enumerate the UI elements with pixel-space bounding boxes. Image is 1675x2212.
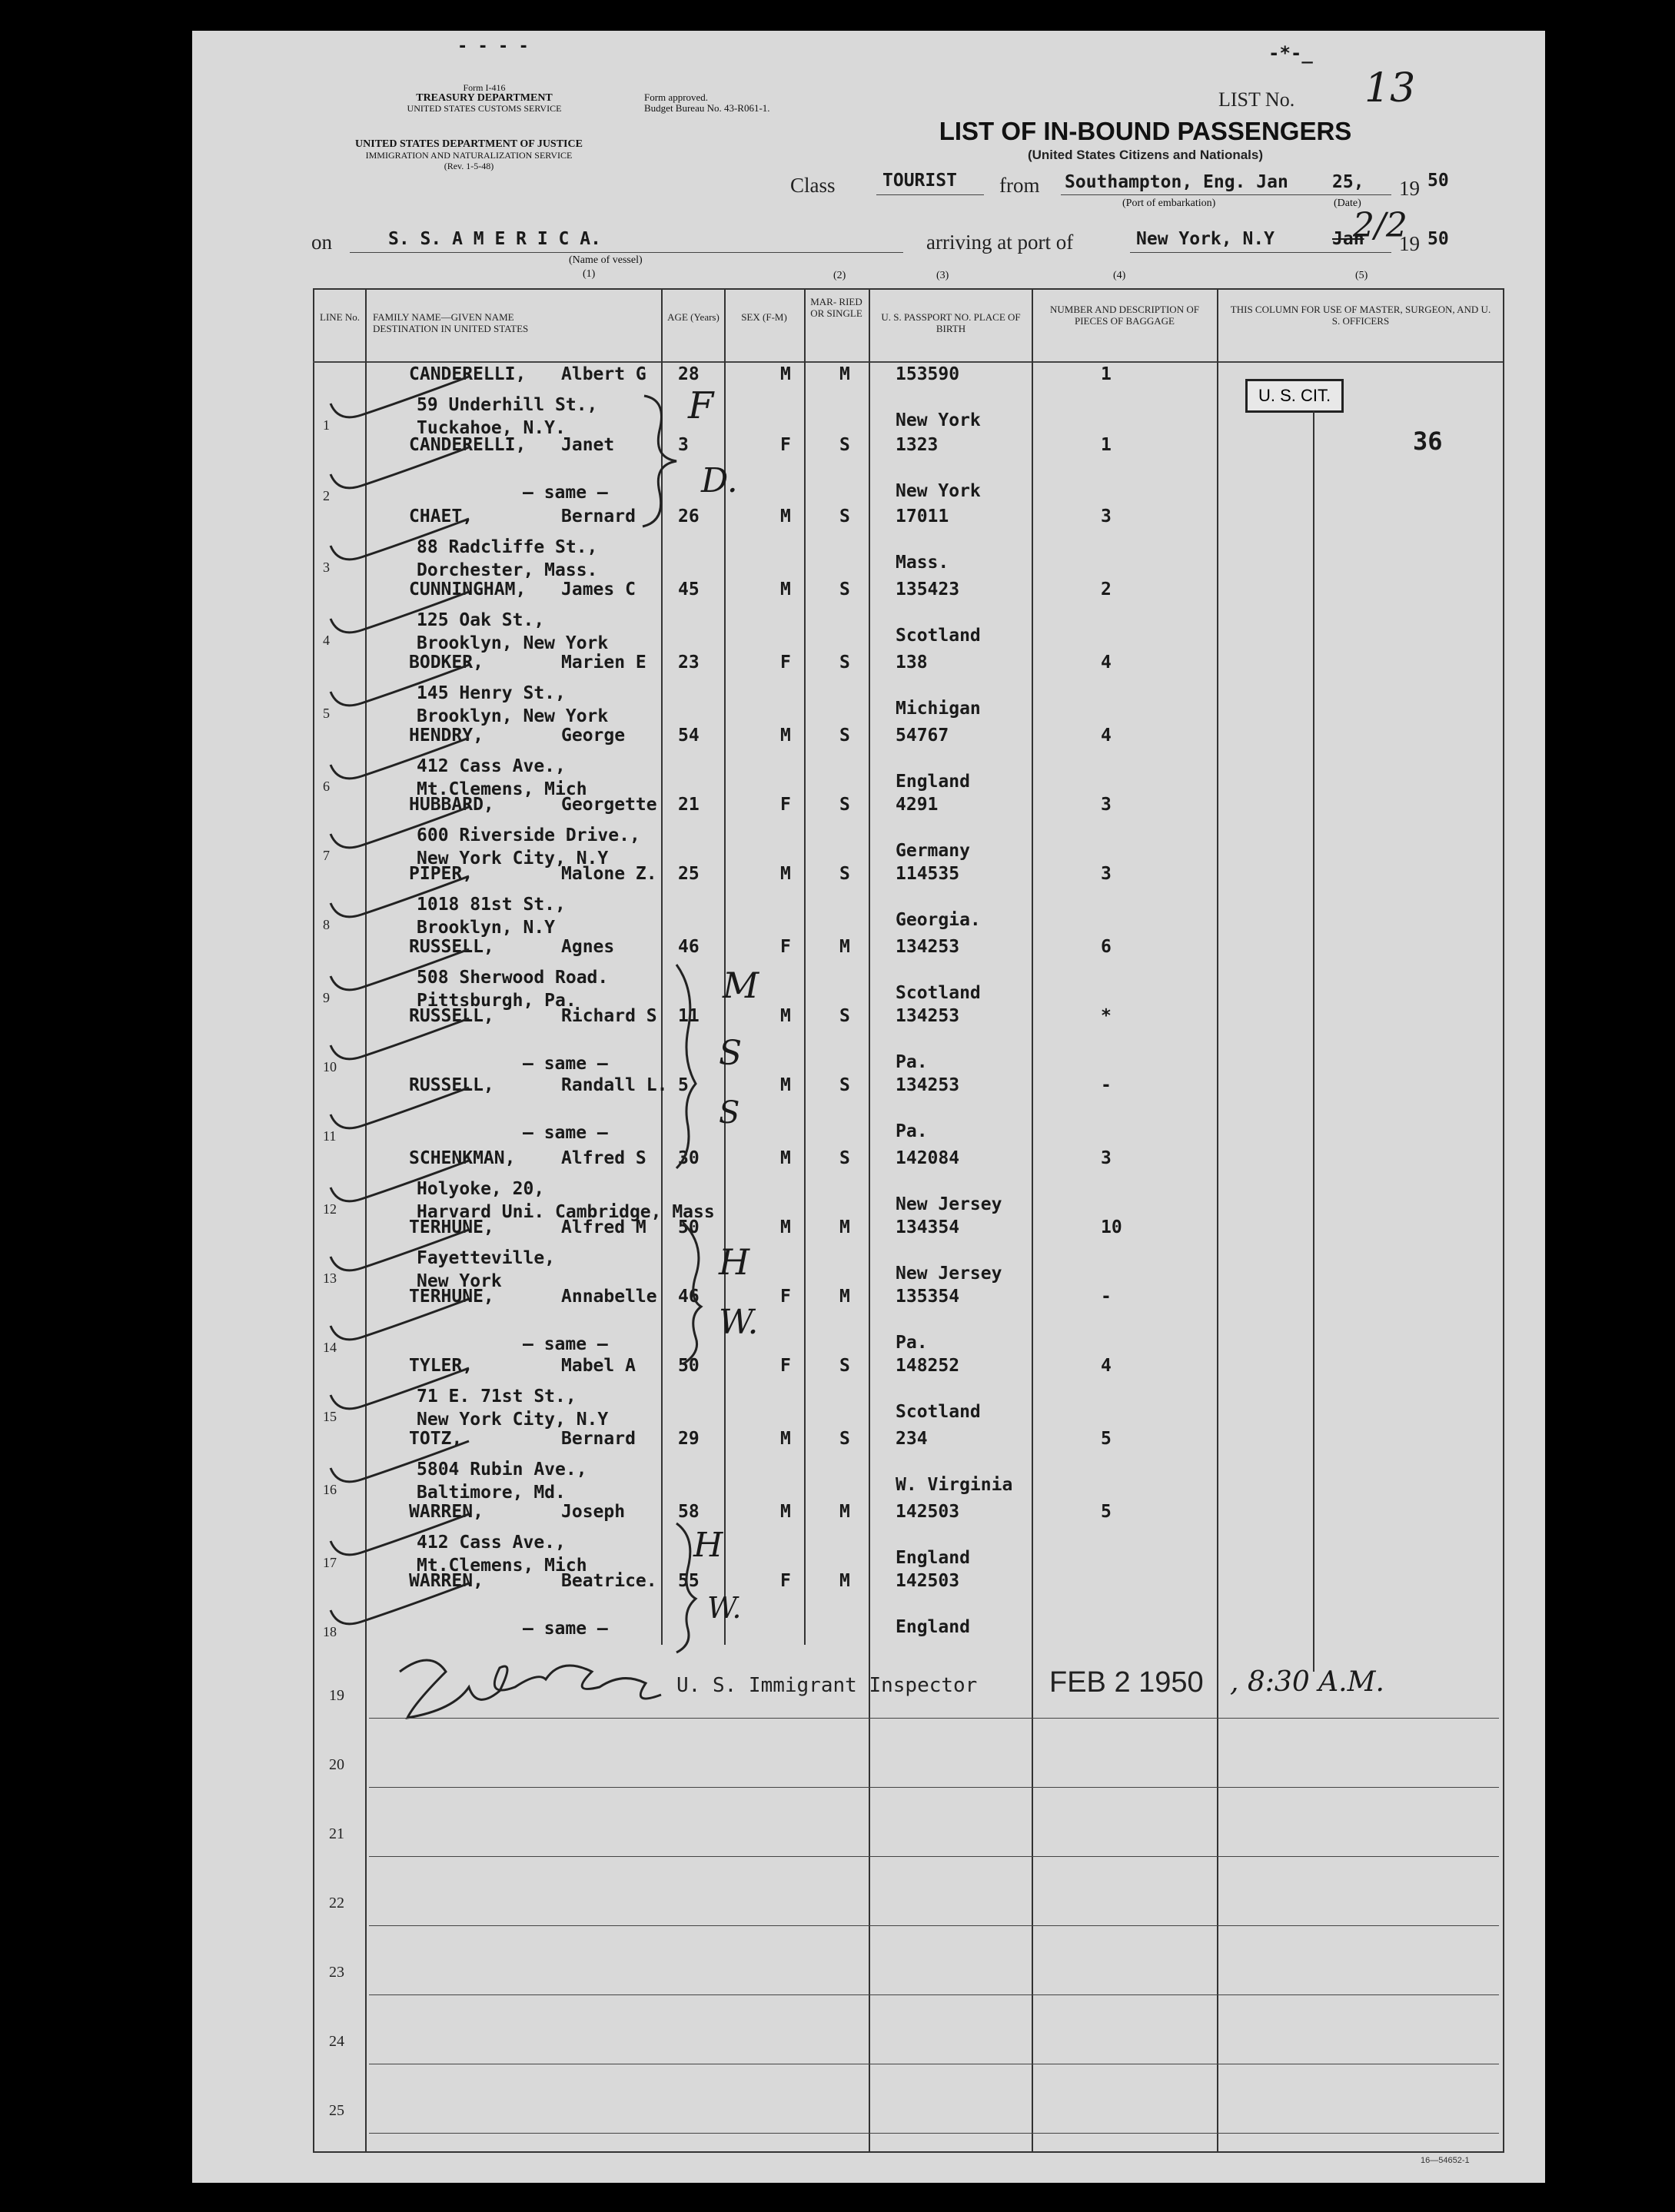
given-name: Agnes: [561, 937, 615, 957]
age: 55: [678, 1571, 700, 1591]
baggage: 4: [1101, 653, 1112, 673]
place-of-birth: Germany: [896, 841, 970, 861]
place-of-birth: New York: [896, 410, 981, 430]
sex: M: [780, 507, 791, 526]
line-number: 6: [323, 779, 330, 794]
marital-status: S: [839, 507, 850, 526]
line-number: 21: [329, 1825, 344, 1842]
col-no-4: (4): [1113, 270, 1126, 281]
sex: M: [780, 864, 791, 884]
treasury-department: TREASURY DEPARTMENT: [416, 92, 553, 104]
age: 46: [678, 1287, 700, 1307]
col-no-3: (3): [936, 270, 949, 281]
passport-no: 142503: [896, 1571, 960, 1591]
passport-no: 138: [896, 653, 928, 673]
address-line-1: 88 Radcliffe St.,: [417, 537, 598, 557]
baggage: -: [1101, 1075, 1112, 1095]
address-line-1: 412 Cass Ave.,: [417, 756, 566, 776]
passport-no: 135423: [896, 580, 960, 599]
sex: F: [780, 937, 791, 957]
place-of-birth: Scotland: [896, 983, 981, 1003]
given-name: Annabelle: [561, 1287, 657, 1307]
address-line-2: New York City, N.Y: [417, 849, 609, 869]
from-label: from: [999, 174, 1040, 197]
address-line-1: Holyoke, 20,: [417, 1179, 545, 1199]
age: 58: [678, 1502, 700, 1522]
line-number: 3: [323, 560, 330, 575]
annotation: S: [719, 1095, 740, 1131]
passport-no: 142503: [896, 1502, 960, 1522]
line-number: 20: [329, 1756, 344, 1773]
marital-status: S: [839, 1429, 850, 1449]
passport-no: 17011: [896, 507, 949, 526]
us-citizen-stamp: U. S. CIT.: [1245, 379, 1344, 413]
stamp-number: 36: [1413, 427, 1443, 456]
line-number: 24: [329, 2033, 344, 2050]
ruled-line: [369, 1787, 1499, 1788]
line-number: 1: [323, 417, 330, 433]
given-name: Richard S: [561, 1006, 657, 1026]
sex: F: [780, 1356, 791, 1376]
place-of-birth: Michigan: [896, 699, 981, 719]
line-number: 4: [323, 633, 330, 648]
family-name: TERHUNE,: [409, 1287, 494, 1307]
annotation: W.: [719, 1303, 759, 1342]
address-line-1: Fayetteville,: [417, 1248, 556, 1268]
address-line-2: Baltimore, Md.: [417, 1483, 566, 1503]
marital-status: M: [839, 937, 850, 957]
marital-status: S: [839, 726, 850, 746]
sex: M: [780, 1502, 791, 1522]
place-of-birth: Pa.: [896, 1052, 928, 1072]
address-line-2: — same —: [523, 1123, 608, 1143]
place-of-birth: New Jersey: [896, 1264, 1002, 1284]
family-name: WARREN,: [409, 1502, 484, 1522]
sex: M: [780, 1075, 791, 1095]
annotation: F: [688, 384, 714, 427]
baggage: 3: [1101, 507, 1112, 526]
ruled-line: [369, 1718, 1499, 1719]
family-name: RUSSELL,: [409, 937, 494, 957]
marital-status: M: [839, 364, 850, 384]
given-name: Bernard: [561, 507, 636, 526]
inspection-time: , 8:30 A.M.: [1230, 1666, 1384, 1698]
list-no-label: LIST No.: [1218, 88, 1295, 111]
age: 30: [678, 1148, 700, 1168]
passport-no: 234: [896, 1429, 928, 1449]
list-no-value: 13: [1364, 65, 1416, 111]
place-of-birth: Pa.: [896, 1333, 928, 1353]
marital-status: S: [839, 1356, 850, 1376]
address-line-1: 59 Underhill St.,: [417, 395, 598, 415]
address-line-2: — same —: [523, 1619, 608, 1639]
given-name: Janet: [561, 435, 615, 455]
inspector-label: U. S. Immigrant Inspector: [676, 1674, 978, 1697]
col-header-name: FAMILY NAME—GIVEN NAME DESTINATION IN UNITED STATES: [373, 311, 529, 334]
marital-status: S: [839, 1075, 850, 1095]
family-name: CANDERELLI,: [409, 364, 527, 384]
line-number: 5: [323, 706, 330, 721]
family-name: TERHUNE,: [409, 1217, 494, 1237]
stamp-line: [1313, 411, 1314, 1672]
from-year: 50: [1427, 171, 1449, 191]
place-of-birth: Scotland: [896, 626, 981, 646]
ruled-line: [369, 1856, 1499, 1857]
baggage: 3: [1101, 795, 1112, 815]
passport-no: 134354: [896, 1217, 960, 1237]
given-name: Malone Z.: [561, 864, 657, 884]
inspection-date-stamp: FEB 2 1950: [1049, 1666, 1204, 1699]
sex: F: [780, 795, 791, 815]
family-name: BODKER,: [409, 653, 484, 673]
family-name: HENDRY,: [409, 726, 484, 746]
ins: IMMIGRATION AND NATURALIZATION SERVICE: [365, 150, 573, 161]
marital-status: S: [839, 795, 850, 815]
ruled-line: [369, 1994, 1499, 1995]
col-header-passport: U. S. PASSPORT NO. PLACE OF BIRTH: [881, 311, 1021, 334]
baggage: 5: [1101, 1429, 1112, 1449]
col-header-sex: SEX (F-M): [741, 311, 787, 323]
ruled-line: [369, 1925, 1499, 1926]
marital-status: M: [839, 1287, 850, 1307]
sex: M: [780, 580, 791, 599]
annotation: W.: [707, 1591, 742, 1625]
sex: F: [780, 1287, 791, 1307]
place-of-birth: Pa.: [896, 1121, 928, 1141]
budget-bureau: Budget Bureau No. 43-R061-1.: [644, 102, 770, 114]
given-name: Randall L.: [561, 1075, 668, 1095]
department-of-justice: UNITED STATES DEPARTMENT OF JUSTICE: [355, 138, 583, 150]
address-line-2: Pittsburgh, Pa.: [417, 991, 577, 1011]
baggage: *: [1101, 1006, 1112, 1026]
vessel-name: S. S. A M E R I C A.: [388, 229, 601, 249]
address-line-2: — same —: [523, 483, 608, 503]
family-name: WARREN,: [409, 1571, 484, 1591]
from-year-prefix: 19: [1399, 177, 1420, 200]
age: 29: [678, 1429, 700, 1449]
address-line-2: Mt.Clemens, Mich: [417, 1556, 587, 1576]
age: 50: [678, 1217, 700, 1237]
annotation: H: [719, 1241, 750, 1283]
baggage: 4: [1101, 1356, 1112, 1376]
passport-no: 153590: [896, 364, 960, 384]
passport-no: 134253: [896, 1006, 960, 1026]
passport-no: 54767: [896, 726, 949, 746]
age: 3: [678, 435, 689, 455]
customs-service: UNITED STATES CUSTOMS SERVICE: [407, 103, 562, 114]
age: 54: [678, 726, 700, 746]
sex: M: [780, 1429, 791, 1449]
place-of-birth: New York: [896, 481, 981, 501]
baggage: 2: [1101, 580, 1112, 599]
age: 25: [678, 864, 700, 884]
given-name: Beatrice.: [561, 1571, 657, 1591]
address-line-2: Dorchester, Mass.: [417, 560, 598, 580]
col-header-line-no: LINE No.: [320, 311, 360, 323]
given-name: Joseph: [561, 1502, 626, 1522]
line-number: 15: [323, 1409, 337, 1424]
annotation: H: [693, 1526, 723, 1565]
line-number: 19: [329, 1687, 344, 1704]
marital-status: M: [839, 1217, 850, 1237]
arrival-month-struck: Jan: [1332, 229, 1364, 249]
given-name: Alfred S: [561, 1148, 646, 1168]
class-label: Class: [790, 174, 836, 197]
address-line-2: New York City, N.Y: [417, 1410, 609, 1430]
col-no-5: (5): [1355, 270, 1368, 281]
class-value: TOURIST: [882, 171, 957, 191]
baggage: 3: [1101, 1148, 1112, 1168]
given-name: Bernard: [561, 1429, 636, 1449]
place-of-birth: Scotland: [896, 1402, 981, 1422]
baggage: 10: [1101, 1217, 1122, 1237]
marital-status: M: [839, 1502, 850, 1522]
given-name: Marien E: [561, 653, 646, 673]
list-subtitle: (United States Citizens and Nationals): [1027, 148, 1264, 162]
passport-no: 134253: [896, 937, 960, 957]
age: 46: [678, 937, 700, 957]
port-embarkation-note: (Port of embarkation): [1122, 198, 1216, 209]
vessel-col-no: (1): [583, 268, 596, 280]
age: 45: [678, 580, 700, 599]
family-name: CUNNINGHAM,: [409, 580, 527, 599]
baggage: 5: [1101, 1502, 1112, 1522]
sex: M: [780, 1006, 791, 1026]
address-line-1: 5804 Rubin Ave.,: [417, 1460, 587, 1480]
line-number: 2: [323, 488, 330, 503]
from-value: Southampton, Eng. Jan: [1065, 172, 1288, 192]
sex: M: [780, 364, 791, 384]
place-of-birth: New Jersey: [896, 1194, 1002, 1214]
print-code: 16—54652-1: [1421, 2156, 1470, 2165]
family-name: CANDERELLI,: [409, 435, 527, 455]
family-name: HUBBARD,: [409, 795, 494, 815]
place-of-birth: England: [896, 1617, 970, 1637]
family-name: TYLER,: [409, 1356, 474, 1376]
baggage: 1: [1101, 435, 1112, 455]
marital-status: S: [839, 435, 850, 455]
baggage: 4: [1101, 726, 1112, 746]
annotation: D.: [701, 461, 738, 500]
arriving-label: arriving at port of: [926, 231, 1074, 254]
address-line-1: 145 Henry St.,: [417, 683, 566, 703]
address-line-2: Mt.Clemens, Mich: [417, 779, 587, 799]
form-approved: Form approved.: [644, 91, 709, 103]
age: 50: [678, 1356, 700, 1376]
passport-no: 4291: [896, 795, 939, 815]
line-number: 9: [323, 990, 330, 1005]
age: 23: [678, 653, 700, 673]
sex: M: [780, 726, 791, 746]
given-name: Alfred M: [561, 1217, 646, 1237]
on-label: on: [311, 231, 332, 254]
line-number: 11: [323, 1128, 337, 1144]
arrival-port: New York, N.Y: [1136, 229, 1275, 249]
address-line-2: Tuckahoe, N.Y.: [417, 418, 566, 438]
family-name: SCHENKMAN,: [409, 1148, 516, 1168]
address-line-2: New York: [417, 1271, 502, 1291]
line-number: 12: [323, 1201, 337, 1217]
marital-status: S: [839, 1006, 850, 1026]
baggage: 1: [1101, 364, 1112, 384]
date-note: (Date): [1334, 198, 1361, 209]
passport-no: 114535: [896, 864, 960, 884]
age: 21: [678, 795, 700, 815]
col-header-baggage: NUMBER AND DESCRIPTION OF PIECES OF BAGGAGE: [1050, 304, 1199, 327]
col-header-married: MAR- RIED OR SINGLE: [810, 296, 862, 319]
sex: F: [780, 435, 791, 455]
vessel-note: (Name of vessel): [569, 254, 643, 266]
given-name: James C: [561, 580, 636, 599]
address-line-1: 125 Oak St.,: [417, 610, 545, 630]
line-number: 23: [329, 1964, 344, 1981]
baggage: -: [1101, 1287, 1112, 1307]
family-name: RUSSELL,: [409, 1006, 494, 1026]
sex: M: [780, 1148, 791, 1168]
annotation: M: [723, 965, 759, 1006]
line-number: 10: [323, 1059, 337, 1074]
annotation: S: [719, 1034, 743, 1073]
line-number: 16: [323, 1482, 337, 1497]
line-number: 7: [323, 848, 330, 863]
address-line-1: 1018 81st St.,: [417, 895, 566, 915]
arrival-year-prefix: 19: [1399, 232, 1420, 255]
line-number: 14: [323, 1340, 337, 1355]
sex: M: [780, 1217, 791, 1237]
marital-status: M: [839, 1571, 850, 1591]
list-title: LIST OF IN-BOUND PASSENGERS: [939, 117, 1352, 145]
given-name: Mabel A: [561, 1356, 636, 1376]
given-name: George: [561, 726, 626, 746]
age: 28: [678, 364, 700, 384]
arrival-date-handwritten: 2/2: [1353, 206, 1407, 245]
sex: F: [780, 1571, 791, 1591]
marital-status: S: [839, 580, 850, 599]
col-no-2: (2): [833, 270, 846, 281]
address-line-2: Brooklyn, New York: [417, 706, 609, 726]
given-name: Albert G: [561, 364, 646, 384]
family-name: CHAET,: [409, 507, 474, 526]
age: 5: [678, 1075, 689, 1095]
col-header-officers: THIS COLUMN FOR USE OF MASTER, SURGEON, AND U. S. OFFICERS: [1230, 304, 1491, 327]
family-name: TOTZ,: [409, 1429, 463, 1449]
address-line-2: — same —: [523, 1334, 608, 1354]
passport-no: 148252: [896, 1356, 960, 1376]
line-number: 25: [329, 2102, 344, 2119]
revision: (Rev. 1-5-48): [444, 161, 494, 171]
age: 11: [678, 1006, 700, 1026]
arrival-year: 50: [1427, 229, 1449, 249]
place-of-birth: W. Virginia: [896, 1475, 1013, 1495]
line-number: 18: [323, 1624, 337, 1639]
address-line-1: 71 E. 71st St.,: [417, 1387, 577, 1407]
line-number: 8: [323, 917, 330, 932]
passport-no: 1323: [896, 435, 939, 455]
place-of-birth: Georgia.: [896, 910, 981, 930]
passport-no: 142084: [896, 1148, 960, 1168]
sex: F: [780, 653, 791, 673]
age: 26: [678, 507, 700, 526]
col-header-age: AGE (Years): [667, 311, 720, 323]
passport-no: 135354: [896, 1287, 960, 1307]
place-of-birth: England: [896, 1548, 970, 1568]
top-dash-marks: - - - -: [457, 37, 529, 56]
form-number: Form I-416: [463, 82, 506, 93]
address-line-2: — same —: [523, 1054, 608, 1074]
line-number: 17: [323, 1555, 337, 1570]
family-name: RUSSELL,: [409, 1075, 494, 1095]
address-line-1: 600 Riverside Drive.,: [417, 825, 640, 845]
address-line-2: Brooklyn, N.Y: [417, 918, 556, 938]
family-name: PIPER,: [409, 864, 474, 884]
baggage: 3: [1101, 864, 1112, 884]
address-line-2: Brooklyn, New York: [417, 633, 609, 653]
marital-status: S: [839, 653, 850, 673]
corner-marks: -*-_: [1268, 42, 1313, 64]
address-line-1: 508 Sherwood Road.: [417, 968, 609, 988]
ruled-line: [369, 2133, 1499, 2134]
place-of-birth: Mass.: [896, 553, 949, 573]
marital-status: S: [839, 1148, 850, 1168]
header-row-divider: [313, 361, 1503, 363]
address-line-2: Harvard Uni. Cambridge, Mass: [417, 1202, 715, 1222]
given-name: Georgette: [561, 795, 657, 815]
marital-status: S: [839, 864, 850, 884]
line-number: 22: [329, 1895, 344, 1911]
address-line-1: 412 Cass Ave.,: [417, 1533, 566, 1553]
from-day: 25,: [1332, 172, 1364, 192]
place-of-birth: England: [896, 772, 970, 792]
line-number: 13: [323, 1270, 337, 1286]
baggage: 6: [1101, 937, 1112, 957]
passport-no: 134253: [896, 1075, 960, 1095]
